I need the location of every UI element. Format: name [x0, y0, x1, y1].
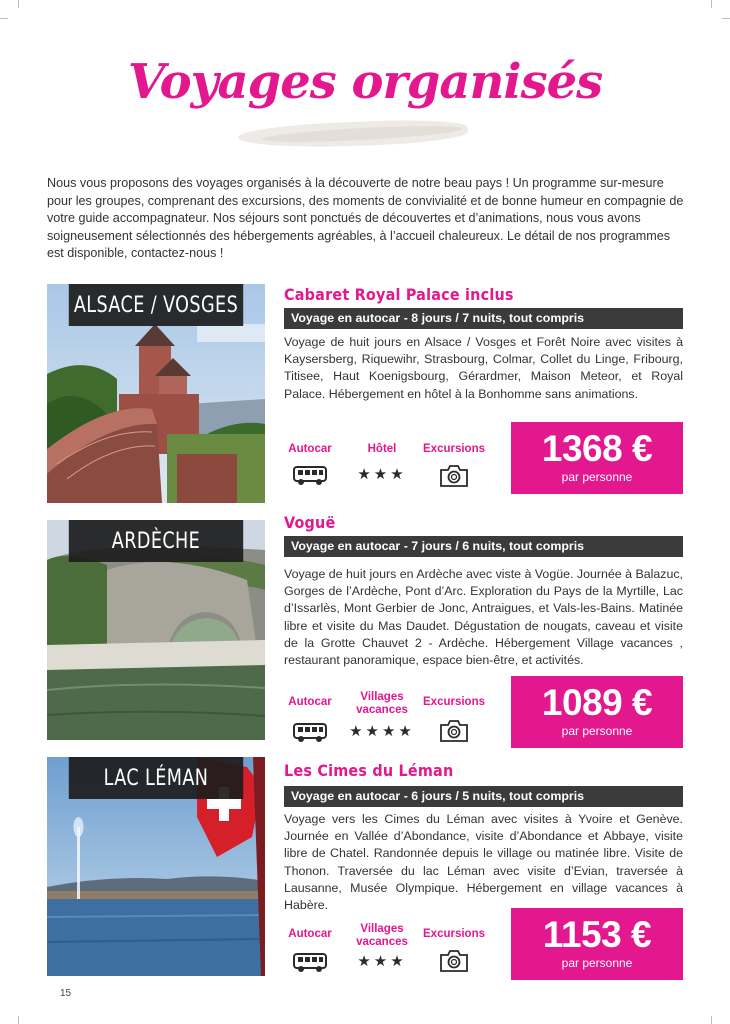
title-area	[0, 48, 730, 148]
price-unit: par personne	[561, 724, 633, 738]
feature-label: Excursions	[423, 928, 485, 940]
feature-label: Autocar	[288, 928, 332, 940]
feature-activities	[419, 443, 489, 488]
feature-label: Villages vacances	[356, 691, 408, 716]
photo-lac-leman	[47, 757, 265, 976]
price-box	[511, 676, 683, 748]
bus-icon	[293, 953, 327, 973]
price-unit: par personne	[561, 470, 633, 484]
feature-label: Villages vacances	[356, 923, 408, 948]
region-label: LAC LÉMAN	[103, 765, 209, 791]
camera-icon	[439, 949, 469, 973]
feature-transport	[275, 696, 345, 745]
camera-icon	[439, 719, 469, 743]
feature-activities	[419, 928, 489, 973]
price-amount: 1368 €	[541, 428, 653, 469]
trip-bar: Voyage en autocar - 8 jours / 7 nuits, tout compris	[284, 308, 683, 329]
feature-lodging	[347, 691, 417, 744]
region-band	[69, 520, 243, 562]
intro-paragraph: Nous vous proposons des voyages organisés à la découverte de notre beau pays ! Un programme sur-mesure pour les groupes, comprenant des excursions, des moments de convivialité et de bonne humeur en compagnie de votre guide accompagnateur. Nos séjours sont ponctués de découvertes et d’animations, nous vous avons soigneusement sélectionnés des hébergements agréables, à l’accueil chaleureux. Le détail de nos programmes est disponible, contactez-nous !	[47, 176, 684, 261]
crop-mark	[18, 1016, 19, 1024]
price-box	[511, 422, 683, 494]
bus-icon	[293, 466, 327, 486]
feature-transport	[275, 443, 345, 488]
region-band	[69, 284, 243, 326]
feature-label: Hôtel	[367, 443, 397, 455]
trip-title: Voguë	[284, 513, 336, 532]
trip-description: Voyage de huit jours en Alsace / Vosges et Forêt Noire avec visites à Kaysersberg, Riquewihr, Strasbourg, Colmar, Collet du Linge, Fribourg, Titisee, Haut Koenigsbourg, Gérardmer, Maison Meteor, et Royal Palace. Hébergement en hôtel à la Bonhomme sans animations.	[284, 335, 683, 401]
trip-bar: Voyage en autocar - 6 jours / 5 nuits, tout compris	[284, 786, 683, 807]
feature-label: Autocar	[288, 696, 332, 708]
crop-mark	[722, 18, 730, 19]
crop-mark	[18, 0, 19, 8]
price-unit: par personne	[561, 956, 633, 970]
camera-icon	[439, 464, 469, 488]
feature-lodging	[347, 923, 417, 974]
crop-mark	[711, 1016, 712, 1024]
price-box	[511, 908, 683, 980]
page-title: Voyages organisés	[127, 54, 603, 110]
trip-title: Cabaret Royal Palace inclus	[284, 285, 514, 304]
photo-ardeche	[47, 520, 265, 740]
region-band	[69, 757, 243, 799]
crop-mark	[711, 0, 712, 8]
page-number: 15	[60, 988, 72, 999]
trip-description: Voyage vers les Cimes du Léman avec visites à Yvoire et Genève. Journée en Vallée d’Abondance, visite d’Abondance et Abbaye, visite libre de Chatel. Randonnée depuis le village ou matinée libre. Visite de Thonon. Traversée du lac Léman avec visite d’Evian, traversée à Lausanne, Musée Olympique. Hébergement en village vacances à Habère.	[284, 812, 683, 913]
star-icon: ★★★	[357, 466, 407, 483]
region-label: ARDÈCHE	[111, 528, 201, 554]
trip-bar: Voyage en autocar - 7 jours / 6 nuits, tout compris	[284, 536, 683, 557]
feature-label: Excursions	[423, 696, 485, 708]
trip-description: Voyage de huit jours en Ardèche avec viste à Vogüe. Journée à Balazuc, Gorges de l’Ardèche, Pont d’Arc. Exploration du Pays de la Myrtille, Lac d’Issarlès, Mont Gerbier de Jonc, Antraigues, et Vals-les-Bains. Matinée libre et visite du Mas Daudet. Dégustation de nougats, caveau et visite de la Grotte Chauvet 2 - Ardèche. Hébergement Village vacances , restaurant panoramique, espace bien-être, et activités.	[284, 567, 683, 668]
trip-title: Les Cimes du Léman	[284, 761, 454, 780]
bus-icon	[293, 723, 327, 743]
price-amount: 1153 €	[542, 914, 652, 955]
feature-label: Excursions	[423, 443, 485, 455]
region-label: ALSACE / VOSGES	[73, 292, 239, 318]
star-icon: ★★★★	[349, 723, 415, 740]
feature-activities	[419, 696, 489, 743]
feature-lodging	[347, 443, 417, 487]
price-amount: 1089 €	[541, 682, 653, 723]
feature-label: Autocar	[288, 443, 332, 455]
star-icon: ★★★	[357, 953, 407, 970]
photo-alsace	[47, 284, 265, 503]
crop-mark	[0, 18, 8, 19]
feature-transport	[275, 928, 345, 975]
